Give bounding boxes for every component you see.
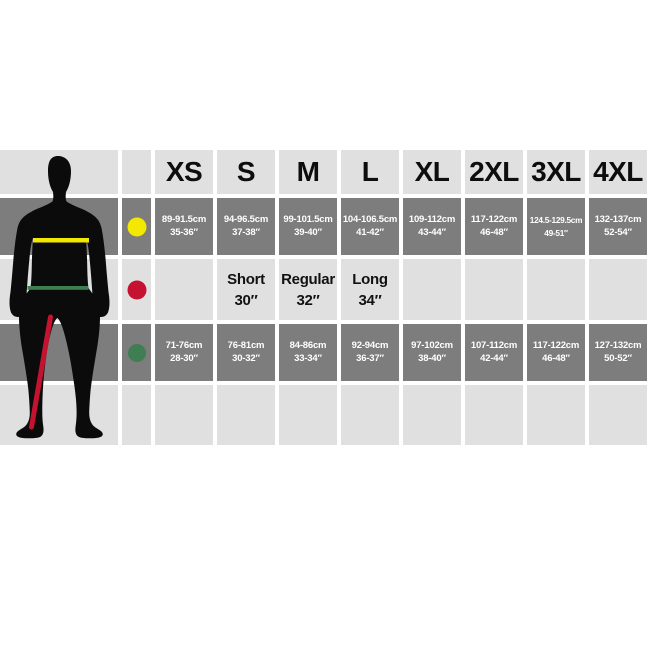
leg-cell-m: Regular 32″ [279,259,337,320]
chest-cell-2xl: 117-122cm 46-48″ [465,198,523,255]
empty-cell [217,385,275,445]
waist-cell-3xl: 117-122cm 46-48″ [527,324,585,381]
empty-cell [341,385,399,445]
body-silhouette [10,156,110,438]
chest-cell-l: 104-106.5cm 41-42″ [341,198,399,255]
leg-cell-l: Long 34″ [341,259,399,320]
chest-cell-4xl: 132-137cm 52-54″ [589,198,647,255]
size-header-3xl: 3XL [527,150,585,194]
indicator-column-cell [122,385,151,445]
empty-cell [527,385,585,445]
waist-dot-icon [127,343,147,363]
empty-cell [155,385,213,445]
leg-cell-s: Short 30″ [217,259,275,320]
chest-cell-xs: 89-91.5cm 35-36″ [155,198,213,255]
size-header-xs: XS [155,150,213,194]
waist-cell-2xl: 107-112cm 42-44″ [465,324,523,381]
chest-cell-3xl: 124.5-129.5cm 49-51″ [527,198,585,255]
leg-cell-xs [155,259,213,320]
leg-cell-4xl [589,259,647,320]
waist-line [28,286,89,290]
waist-cell-s: 76-81cm 30-32″ [217,324,275,381]
size-header-m: M [279,150,337,194]
figure-silhouette [0,150,118,445]
chest-indicator-cell [122,198,151,255]
chest-cell-m: 99-101.5cm 39-40″ [279,198,337,255]
waist-cell-l: 92-94cm 36-37″ [341,324,399,381]
empty-cell [403,385,461,445]
size-header-xl: XL [403,150,461,194]
size-header-4xl: 4XL [589,150,647,194]
chest-cell-s: 94-96.5cm 37-38″ [217,198,275,255]
indicator-column-cell [122,150,151,194]
leg-cell-2xl [465,259,523,320]
leg-cell-xl [403,259,461,320]
empty-cell [465,385,523,445]
empty-cell [589,385,647,445]
chest-cell-xl: 109-112cm 43-44″ [403,198,461,255]
leg-cell-3xl [527,259,585,320]
waist-cell-xs: 71-76cm 28-30″ [155,324,213,381]
chest-line [33,238,89,243]
size-header-l: L [341,150,399,194]
leg-dot-icon [127,280,147,300]
waist-cell-xl: 97-102cm 38-40″ [403,324,461,381]
waist-cell-4xl: 127-132cm 50-52″ [589,324,647,381]
waist-indicator-cell [122,324,151,381]
waist-cell-m: 84-86cm 33-34″ [279,324,337,381]
size-header-2xl: 2XL [465,150,523,194]
leg-indicator-cell [122,259,151,320]
size-header-s: S [217,150,275,194]
chest-dot-icon [127,217,147,237]
empty-cell [279,385,337,445]
